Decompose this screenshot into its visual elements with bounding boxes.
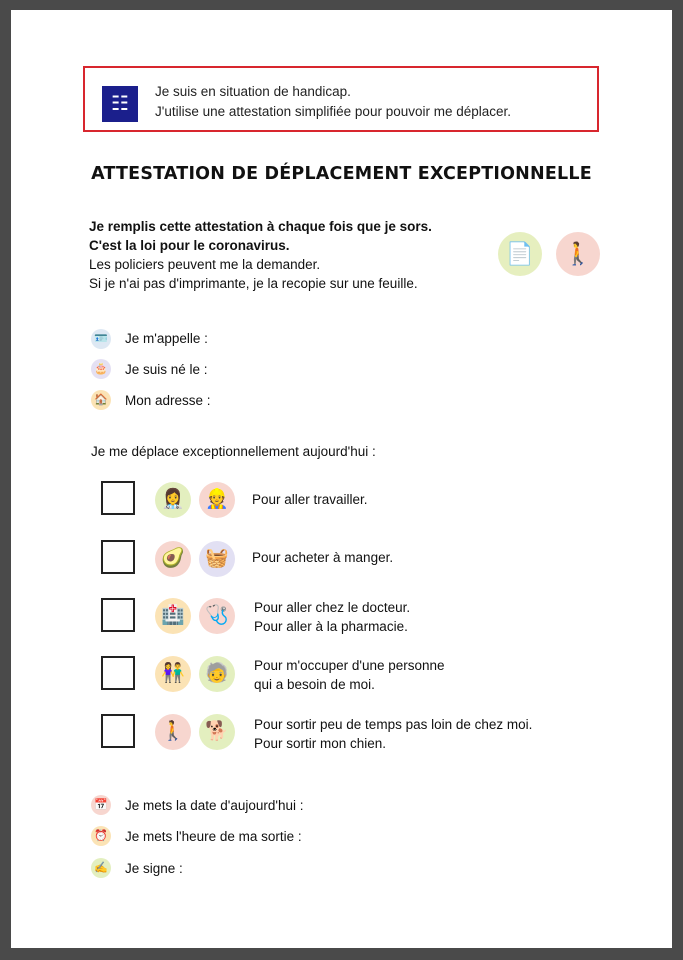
handicap-banner xyxy=(83,66,599,132)
reason-line: qui a besoin de moi. xyxy=(254,677,375,692)
address-field-label: Mon adresse : xyxy=(125,393,211,408)
calendar-icon: 📅 xyxy=(91,795,111,815)
intro-bold-2: C'est la loi pour le coronavirus. xyxy=(89,238,290,253)
reason-line: Pour m'occuper d'une personne xyxy=(254,658,445,673)
checkbox-food[interactable] xyxy=(101,540,135,574)
page-title: ATTESTATION DE DÉPLACEMENT EXCEPTIONNELLE xyxy=(91,164,592,184)
id-card-icon: 🪪 xyxy=(91,329,111,349)
walking-person-icon: 🚶 xyxy=(556,232,600,276)
checkbox-care[interactable] xyxy=(101,656,135,690)
intro-line-4: Si je n'ai pas d'imprimante, je la recopie sur une feuille. xyxy=(89,276,418,291)
intro-line-3: Les policiers peuvent me la demander. xyxy=(89,257,321,272)
checkbox-doctor[interactable] xyxy=(101,598,135,632)
elderly-person-icon: 🧓 xyxy=(199,656,235,692)
people-icon: 👫 xyxy=(155,656,191,692)
reason-food: Pour acheter à manger. xyxy=(252,550,394,565)
signing-hand-icon: ✍ xyxy=(91,858,111,878)
reason-line: Pour sortir mon chien. xyxy=(254,736,387,751)
easy-read-logo-icon: ☷ xyxy=(102,86,138,122)
banner-line-1: Je suis en situation de handicap. xyxy=(155,84,351,99)
reasons-heading: Je me déplace exceptionnellement aujourd'hui : xyxy=(91,444,376,459)
checkbox-work[interactable] xyxy=(101,481,135,515)
reason-work: Pour aller travailler. xyxy=(252,492,368,507)
reason-line: Pour aller chez le docteur. xyxy=(254,600,411,615)
checkbox-walk[interactable] xyxy=(101,714,135,748)
document-icon: 📄 xyxy=(498,232,542,276)
attestation-page xyxy=(11,10,672,948)
time-field-label: Je mets l'heure de ma sortie : xyxy=(125,829,302,844)
reason-care xyxy=(254,656,445,694)
reason-walk xyxy=(254,715,532,753)
intro-bold-1: Je remplis cette attestation à chaque fois que je sors. xyxy=(89,219,432,234)
nurse-icon: 👩‍⚕️ xyxy=(155,482,191,518)
date-field-label: Je mets la date d'aujourd'hui : xyxy=(125,798,304,813)
hospital-icon: 🏥 xyxy=(155,598,191,634)
intro-text xyxy=(89,217,432,293)
walking-person-icon: 🚶 xyxy=(155,714,191,750)
birthday-cake-icon: 🎂 xyxy=(91,359,111,379)
reason-line: Pour aller à la pharmacie. xyxy=(254,619,408,634)
dog-icon: 🐕 xyxy=(199,714,235,750)
clock-icon: ⏰ xyxy=(91,826,111,846)
name-field-label: Je m'appelle : xyxy=(125,331,208,346)
banner-line-2: J'utilise une attestation simplifiée pour pouvoir me déplacer. xyxy=(155,104,512,119)
worker-icon: 👷 xyxy=(199,482,235,518)
signature-field-label: Je signe : xyxy=(125,861,183,876)
avocado-icon: 🥑 xyxy=(155,541,191,577)
reason-line: Pour sortir peu de temps pas loin de chez moi. xyxy=(254,717,533,732)
house-icon: 🏠 xyxy=(91,390,111,410)
shopping-basket-icon: 🧺 xyxy=(199,541,235,577)
birthdate-field-label: Je suis né le : xyxy=(125,362,208,377)
stethoscope-icon: 🩺 xyxy=(199,598,235,634)
reason-doctor xyxy=(254,598,410,636)
